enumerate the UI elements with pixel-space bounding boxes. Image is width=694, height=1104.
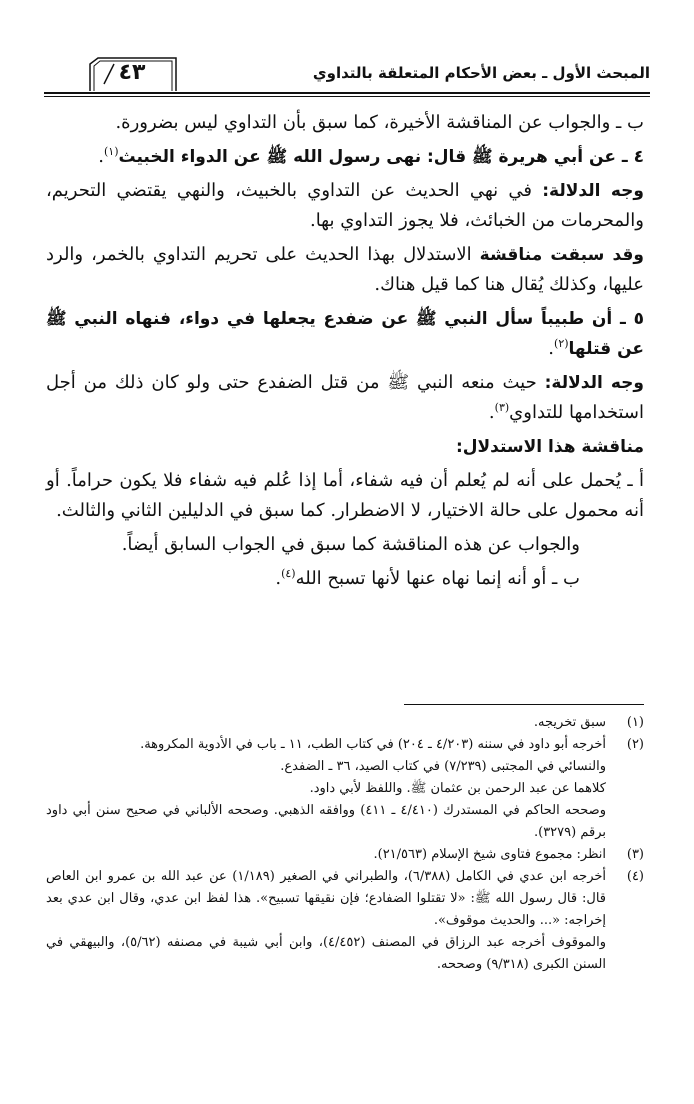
paragraph-9-text: والجواب عن هذه المناقشة كما سبق في الجواب السابق أيضاً. (121, 534, 580, 555)
footnote-number: (٢) (626, 737, 644, 752)
footnote-ref-4[interactable]: (٤) (281, 567, 296, 580)
paragraph-5-end: . (548, 338, 555, 359)
footnote-separator (404, 704, 644, 705)
hadith-4: ٤ ـ عن أبي هريرة ﷺ قال: نهى رسول الله ﷺ عن الدواء الخبيث (118, 147, 644, 167)
footnote-line: أخرجه ابن عدي في الكامل (٦/٣٨٨)، والطبراني في الصغير (١/١٨٩) عن عبد الله بن عمرو ابن العاص قال: قال رسول الله ﷺ: «لا تقتلوا الضفادع؛ فإن نقيقها تسبيح». هذا لفظ ابن عدي، وقال ابن عدي بعد إخراجه: «... والحديث موقوف». (46, 869, 607, 928)
footnotes (46, 712, 644, 976)
footnote-2 (46, 734, 644, 844)
footnote-line: والموقوف أخرجه عبد الرزاق في المصنف (٤/٤٥٢)، وابن أبي شيبة في مصنفه (٥/٦٢)، والبيهقي في السنن الكبرى (٩/٣١٨) وصححه. (46, 935, 606, 972)
footnote-3 (46, 844, 644, 866)
paragraph-5 (46, 304, 644, 364)
header-rule (44, 92, 650, 94)
paragraph-2 (46, 142, 644, 172)
paragraph-3 (46, 176, 644, 236)
main-text (46, 108, 644, 598)
paragraph-1-text: ب ـ والجواب عن المناقشة الأخيرة، كما سبق بأن التداوي ليس بضرورة. (115, 112, 644, 133)
footnote-body (46, 734, 606, 844)
footnote-ref-2[interactable]: (٢) (554, 337, 569, 350)
footnote-number: (١) (626, 715, 644, 730)
paragraph-6-lead: وجه الدلالة: (544, 373, 644, 393)
paragraph-10-text: ب ـ أو أنه إنما نهاه عنها لأنها تسبح الله (295, 568, 580, 589)
hadith-5: ٥ ـ أن طبيباً سأل النبي ﷺ عن ضفدع يجعلها في دواء، فنهاه النبي ﷺ عن قتلها (46, 309, 644, 359)
footnote-line: أخرجه أبو داود في سننه (٤/٢٠٣ ـ ٢٠٤) في كتاب الطب، ١١ ـ باب في الأدوية المكروهة. (140, 737, 606, 752)
footnote-body (46, 712, 606, 734)
paragraph-6-end: . (488, 402, 495, 423)
footnote-4 (46, 866, 644, 976)
page-number-box (84, 56, 180, 92)
footnote-number: (٤) (626, 869, 644, 884)
paragraph-8 (46, 466, 644, 526)
paragraph-10 (46, 564, 644, 594)
footnote-line: كلاهما عن عبد الرحمن بن عثمان ﷺ. واللفظ لأبي داود. (309, 781, 606, 796)
footnote-ref-3[interactable]: (٣) (494, 401, 510, 414)
paragraph-2-end: . (98, 146, 104, 167)
paragraph-1 (46, 108, 644, 138)
paragraph-6 (46, 368, 644, 428)
discussion-heading: مناقشة هذا الاستدلال: (455, 437, 644, 457)
paragraph-3-text: في نهي الحديث عن التداوي بالخبيث، والنهي يقتضي التحريم، والمحرمات من الخبائث، فلا يجوز التداوي بها. (46, 180, 644, 231)
page-number: ٤٣ (118, 60, 146, 85)
paragraph-10-end: . (275, 568, 282, 589)
paragraph-9 (46, 530, 644, 560)
paragraph-4-text: الاستدلال بهذا الحديث على تحريم التداوي بالخمر، والرد عليها، وكذلك يُقال هنا كما قيل هناك. (46, 244, 644, 295)
paragraph-6-text: حيث منعه النبي ﷺ من قتل الضفدع حتى ولو كان ذلك من أجل استخدامها للتداوي (46, 372, 644, 423)
footnote-1 (46, 712, 644, 734)
footnote-line: سبق تخريجه. (533, 715, 606, 730)
page-header (44, 56, 650, 96)
footnote-body (46, 866, 606, 976)
footnote-number: (٣) (626, 847, 644, 862)
footnote-line: وصححه الحاكم في المستدرك (٤/٤١٠ ـ ٤١١) ووافقه الذهبي. وصححه الألباني في صحيح سنن أبي داود برقم (٣٢٧٩). (46, 803, 606, 840)
paragraph-4 (46, 240, 644, 300)
paragraph-8-text: أ ـ يُحمل على أنه لم يُعلم أن فيه شفاء، أما إذا عُلم فيه شفاء فلا يكون حراماً. أو أنه محمول على حالة الاختيار، لا الاضطرار. كما سبق في الدليلين الثاني والثالث. (46, 470, 644, 521)
footnote-body (46, 844, 606, 866)
footnote-line: والنسائي في المجتبى (٧/٢٣٩) في كتاب الصيد، ٣٦ ـ الضفدع. (280, 759, 606, 774)
paragraph-4-lead: وقد سبقت مناقشة (479, 245, 644, 265)
header-rule-thin (44, 96, 650, 97)
paragraph-7 (46, 432, 644, 462)
footnote-line: انظر: مجموع فتاوى شيخ الإسلام (٢١/٥٦٣). (373, 847, 606, 862)
footnote-ref-1[interactable]: (١) (103, 145, 119, 158)
running-title: المبحث الأول ـ بعض الأحكام المتعلقة بالتداوي (312, 64, 650, 82)
paragraph-3-lead: وجه الدلالة: (542, 181, 644, 201)
